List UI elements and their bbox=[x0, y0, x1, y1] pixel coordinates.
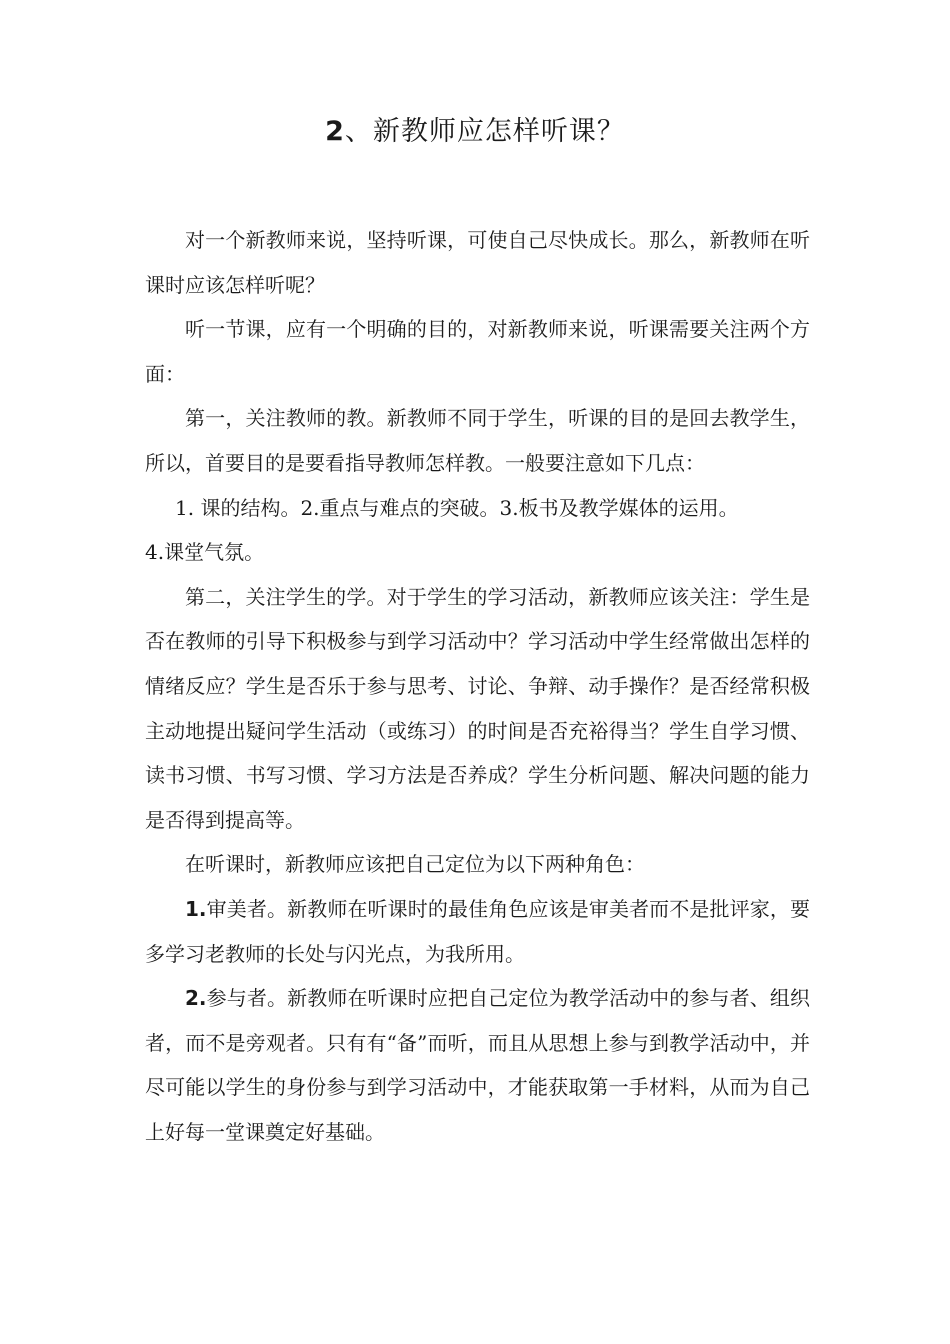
paragraph-teacher-focus: 第一，关注教师的教。新教师不同于学生，听课的目的是回去教学生，所以，首要目的是要看指导教师怎样教。一般要注意如下几点： bbox=[145, 406, 810, 475]
paragraph-roles-intro: 在听课时，新教师应该把自己定位为以下两种角色： bbox=[185, 852, 645, 877]
paragraph-role-appreciator bbox=[145, 887, 810, 976]
paragraph-intro: 对一个新教师来说，坚持听课，可使自己尽快成长。那么，新教师在听课时应该怎样听呢？ bbox=[145, 228, 810, 297]
role-2-number: 2. bbox=[185, 986, 207, 1011]
points-text-2: 4.课堂气氛。 bbox=[145, 540, 265, 565]
paragraph-role-participant bbox=[145, 976, 810, 1154]
title-text: 、新教师应怎样听课？ bbox=[344, 116, 625, 147]
title-number: 2 bbox=[325, 116, 345, 147]
paragraph-student-focus: 第二，关注学生的学。对于学生的学习活动，新教师应该关注：学生是否在教师的引导下积极参与到学习活动中？学习活动中学生经常做出怎样的情绪反应？学生是否乐于参与思考、讨论、争辩、动手操作？是否经常积极主动地提出疑问学生活动（或练习）的时间是否充裕得当？学生自学习惯、读书习惯、书写习惯、学习方法是否养成？学生分析问题、解决问题的能力是否得到提高等。 bbox=[145, 584, 810, 832]
paragraph-points-line-1 bbox=[145, 486, 810, 531]
role-2-text: 参与者。新教师在听课时应把自己定位为教学活动中的参与者、组织者，而不是旁观者。只有有“备”而听，而且从思想上参与到教学活动中，并尽可能以学生的身份参与到学习活动中，才能获取第一手材料，从而为自己上好每一堂课奠定好基础。 bbox=[145, 986, 810, 1144]
paragraph-purpose: 听一节课，应有一个明确的目的，对新教师来说，听课需要关注两个方面： bbox=[145, 317, 810, 386]
paragraph-points-line-2 bbox=[145, 530, 810, 575]
document-body bbox=[145, 218, 810, 1154]
role-1-number: 1. bbox=[185, 896, 207, 921]
document-title bbox=[0, 112, 950, 152]
role-1-text: 审美者。新教师在听课时的最佳角色应该是审美者而不是批评家，要多学习老教师的长处与闪光点，为我所用。 bbox=[145, 896, 810, 966]
points-text-1: 1. 课的结构。2.重点与难点的突破。3.板书及教学媒体的运用。 bbox=[175, 495, 739, 520]
